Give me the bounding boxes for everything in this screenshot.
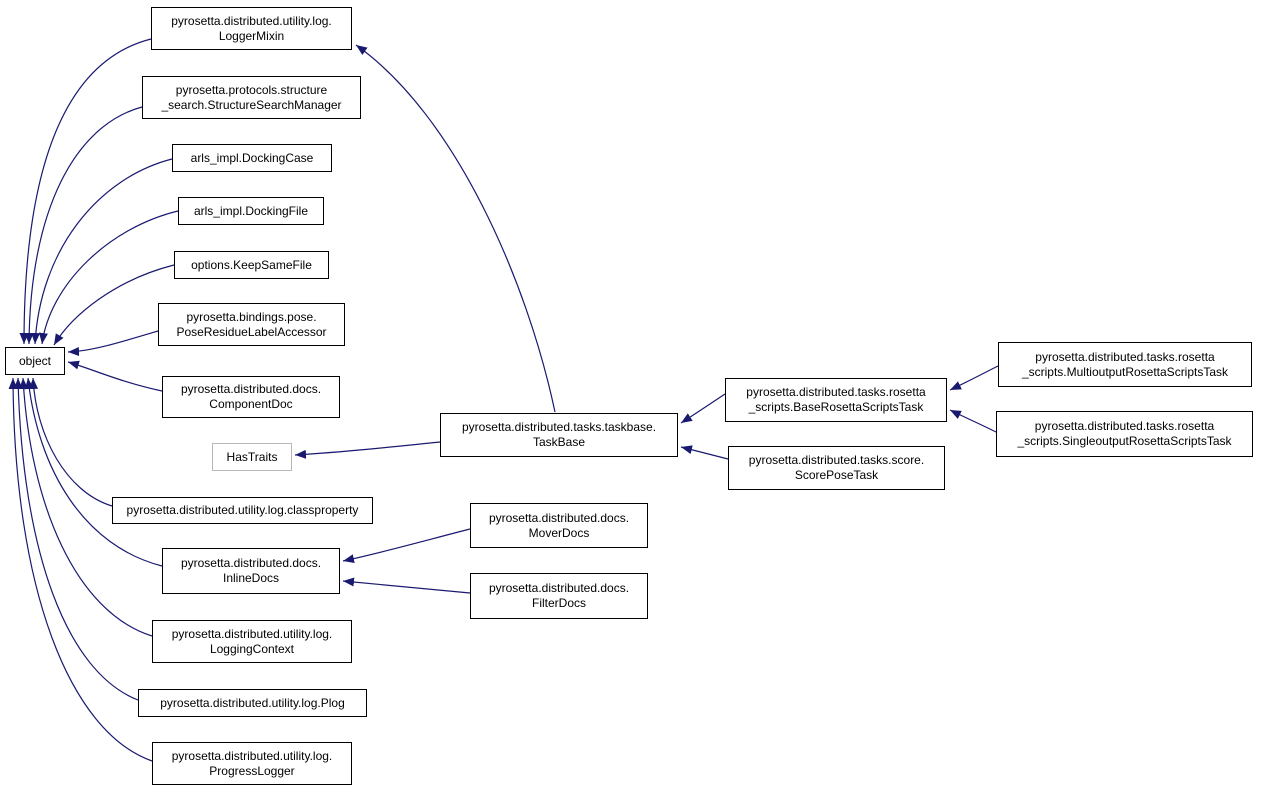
class-node-label: MoverDocs [528, 525, 590, 540]
class-node-pose-residue-label-accessor[interactable] [158, 303, 345, 346]
class-node-label: pyrosetta.distributed.tasks.rosetta [1034, 419, 1215, 433]
class-node-plog[interactable] [138, 689, 367, 717]
inheritance-edge-progress-logger-to-object [13, 378, 152, 761]
class-node-keep-same-file[interactable] [174, 251, 329, 279]
inheritance-edge-component-doc-to-object [68, 362, 162, 391]
class-node-label: _search.StructureSearchManager [161, 97, 342, 112]
inheritance-edge-singleoutput-rosetta-scripts-task-to-base-rosetta-scripts-task [950, 410, 996, 432]
class-node-object[interactable] [5, 347, 65, 375]
class-node-label: LoggerMixin [218, 28, 285, 43]
class-node-label: pyrosetta.distributed.tasks.score. [748, 453, 925, 467]
class-node-label: _scripts.SingleoutputRosettaScriptsTask [1017, 434, 1232, 448]
class-node-docking-file[interactable] [178, 197, 324, 225]
class-node-label: arls_impl.DockingFile [193, 203, 309, 218]
class-node-label: arls_impl.DockingCase [190, 150, 314, 165]
class-node-label: pyrosetta.distributed.utility.log.Plog [160, 695, 345, 710]
class-node-label: InlineDocs [222, 571, 280, 585]
inheritance-edge-multioutput-rosetta-scripts-task-to-base-rosetta-scripts-task [950, 366, 998, 390]
class-node-label: pyrosetta.distributed.docs. [180, 556, 322, 570]
inheritance-edge-keep-same-file-to-object [54, 265, 174, 345]
class-node-label: _scripts.MultioutputRosettaScriptsTask [1021, 364, 1229, 379]
inheritance-edge-filter-docs-to-inline-docs [343, 581, 470, 593]
class-node-label: pyrosetta.distributed.tasks.rosetta [746, 385, 926, 399]
class-node-score-pose-task[interactable] [728, 446, 945, 490]
class-node-singleoutput-rosetta-scripts-task[interactable] [996, 411, 1253, 457]
class-node-label: LoggingContext [209, 641, 295, 656]
class-node-label: ComponentDoc [209, 397, 293, 411]
class-node-label: pyrosetta.distributed.utility.log. [171, 13, 332, 28]
inheritance-edge-structure-search-manager-to-object [29, 107, 142, 344]
class-node-docking-case[interactable] [172, 144, 332, 172]
class-node-progress-logger[interactable] [152, 742, 352, 785]
class-node-label: object [18, 353, 52, 368]
inheritance-edge-mover-docs-to-inline-docs [343, 529, 470, 561]
inheritance-edge-plog-to-object [18, 378, 138, 700]
class-node-label: pyrosetta.distributed.utility.log.classproperty [126, 503, 359, 517]
class-node-has-traits [212, 443, 292, 471]
class-node-structure-search-manager[interactable] [142, 76, 361, 119]
class-node-logger-mixin[interactable] [151, 7, 352, 50]
class-node-label: pyrosetta.distributed.tasks.rosetta [1035, 349, 1215, 364]
class-node-label: TaskBase [532, 435, 586, 449]
class-node-task-base[interactable] [440, 413, 678, 457]
class-node-label: ProgressLogger [209, 763, 295, 778]
inheritance-edge-task-base-to-logger-mixin [356, 45, 555, 412]
class-node-label: ScorePoseTask [794, 468, 879, 482]
class-node-label: _scripts.BaseRosettaScriptsTask [748, 400, 924, 414]
class-node-label: FilterDocs [531, 596, 586, 610]
class-node-label: pyrosetta.protocols.structure [175, 82, 328, 97]
inheritance-edge-inline-docs-to-object [28, 378, 162, 566]
class-node-multioutput-rosetta-scripts-task[interactable] [998, 342, 1252, 387]
class-node-label: pyrosetta.bindings.pose. [186, 309, 317, 324]
class-node-label: pyrosetta.distributed.docs. [488, 510, 630, 525]
class-node-label: options.KeepSameFile [191, 257, 312, 272]
class-node-inline-docs[interactable] [162, 548, 340, 594]
inheritance-edge-score-pose-task-to-task-base [681, 447, 728, 459]
class-node-label: HasTraits [226, 449, 278, 464]
class-node-label: pyrosetta.distributed.tasks.taskbase. [461, 420, 657, 434]
class-node-component-doc[interactable] [162, 376, 340, 418]
inheritance-edge-logger-mixin-to-object [24, 39, 151, 344]
class-node-mover-docs[interactable] [470, 503, 648, 548]
class-node-logging-context[interactable] [152, 620, 352, 663]
class-node-filter-docs[interactable] [470, 573, 648, 619]
class-node-classproperty[interactable] [112, 497, 373, 524]
class-node-label: pyrosetta.distributed.utility.log. [171, 748, 333, 763]
inheritance-edge-task-base-to-has-traits [295, 442, 440, 455]
class-node-label: pyrosetta.distributed.utility.log. [171, 626, 333, 641]
class-node-label: pyrosetta.distributed.docs. [180, 382, 322, 396]
inheritance-edge-docking-case-to-object [35, 159, 172, 344]
class-node-label: PoseResidueLabelAccessor [176, 324, 327, 339]
inheritance-edge-base-rosetta-scripts-task-to-task-base [681, 394, 725, 423]
class-node-label: pyrosetta.distributed.docs. [488, 581, 630, 595]
inheritance-edge-classproperty-to-object [33, 378, 112, 506]
class-node-base-rosetta-scripts-task[interactable] [725, 378, 947, 422]
inheritance-edge-pose-residue-label-accessor-to-object [68, 331, 158, 352]
